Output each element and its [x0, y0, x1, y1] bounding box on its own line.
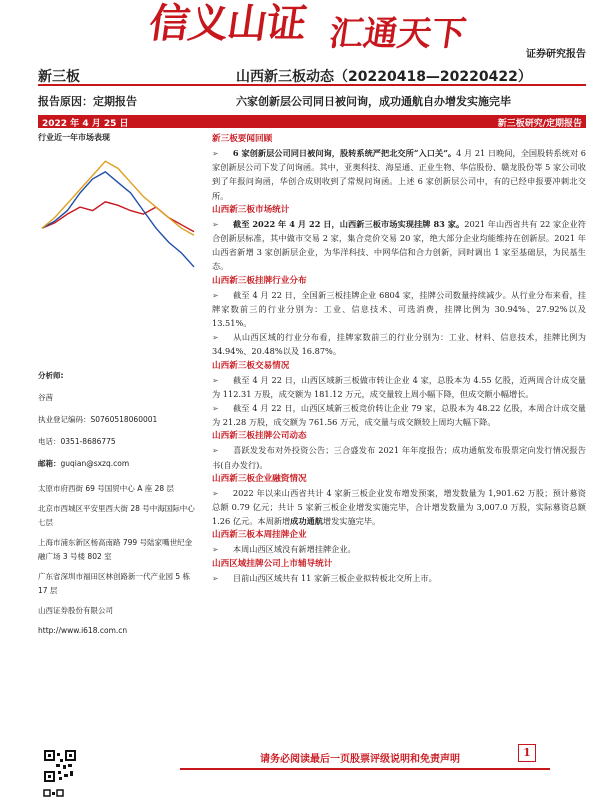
section-ipo-tutoring-title: 山西区域挂牌公司上市辅导统计: [212, 558, 333, 569]
footer-divider: [180, 768, 550, 770]
stats-paragraph: ➢ 截至 2022 年 4 月 22 日，山西新三板市场实现挂牌 83 家。2021 年山西省共有 22 家企业符合创新层标准，其中做市交易 2 家，集合竞价交易 20 家，绝大部分企业均能维持在创新层。2021 年山西省新增 3 家创新层企业，为华洋科技、中网华信和合力创新，同时调出 1 家至基础层，为民基生态。: [212, 218, 586, 272]
address-block: [38, 482, 198, 644]
header-row: [38, 64, 586, 86]
industry-paragraph-1: ➢ 截至 4 月 22 日，全国新三板挂牌企业 6804 家，挂牌公司数量持续减少。从行业分布来看，挂牌家数前三的行业分别为：工业、信息技术、可选消费，挂牌比例为 30.94%、27.92%以及 13.51%。: [212, 289, 586, 329]
footer: [0, 738, 600, 800]
small-qr-icon: [44, 790, 64, 800]
arrow-icon: ➢: [212, 289, 219, 300]
address-shenzhen: 广东省深圳市福田区林创路新一代产业园 5 栋 17 层: [38, 572, 191, 595]
arrow-icon: ➢: [212, 374, 219, 385]
industry-paragraph-2: ➢ 从山西区域的行业分布看，挂牌家数前三的行业分别为：工业、材料、信息技术，挂牌比例为 34.94%、20.48%以及 16.87%。: [212, 332, 586, 357]
address-shanghai: 上海市浦东新区杨高南路 799 号陆家嘴世纪金融广场 3 号楼 802 室: [38, 538, 193, 561]
report-title: 山西新三板动态（20220418—20220422）: [236, 69, 532, 85]
category: 新三板: [38, 69, 80, 85]
page-number: 1: [518, 744, 536, 762]
section-financing-title: 山西新三板企业融资情况: [212, 473, 307, 484]
trading-paragraph-2: ➢ 截至 4 月 22 日，山西区域新三板竞价转让企业 79 家，总股本为 48.22 亿股，本周合计成交量为 21.28 万股，成交额为 761.56 万元，成交量与成交额较上周均大幅下降。: [212, 403, 586, 428]
chart-line-series-gold: [42, 161, 194, 235]
arrow-icon: ➢: [212, 445, 219, 456]
arrow-icon: ➢: [212, 403, 219, 414]
qr-code-icon: [44, 750, 76, 782]
section-news-title: 新三板要闻回顾: [212, 134, 273, 144]
top-banner: [0, 0, 600, 60]
company-website[interactable]: http://www.i618.com.cn: [38, 626, 128, 635]
slogan-part1: 信义山证: [146, 0, 309, 47]
disclaimer-note: 请务必阅读最后一页股票评级说明和免责声明: [260, 754, 460, 765]
slogan-part2: 汇通天下: [326, 14, 469, 54]
arrow-icon: ➢: [212, 572, 219, 583]
report-type: 新三板研究/定期报告: [497, 119, 582, 129]
company-name: 山西证券股份有限公司: [38, 606, 113, 615]
analyst-email-row: [38, 458, 198, 470]
analyst-phone: 电话：0351-8686775: [38, 437, 116, 446]
address-beijing: 北京市西城区平安里西大街 28 号中海国际中心七层: [38, 504, 195, 527]
analyst-cert: 执业登记编码：S0760518060001: [38, 415, 158, 424]
ipo-tutoring-paragraph: ➢ 目前山西区域共有 11 家新三板企业拟转板北交所上市。: [212, 572, 437, 583]
arrow-icon: ➢: [212, 544, 219, 555]
analyst-email[interactable]: guqian@sxzq.com: [60, 459, 130, 468]
section-stats-title: 山西新三板市场统计: [212, 204, 290, 215]
chart-title: 行业近一年市场表现: [38, 133, 110, 142]
date-bar: [38, 115, 586, 128]
analyst-label: 分析师:: [38, 371, 64, 380]
report-reason: 报告原因：定期报告: [38, 95, 137, 108]
section-trading-title: 山西新三板交易情况: [212, 360, 290, 371]
subheader-row: [38, 93, 586, 113]
report-tag: 证券研究报告: [526, 49, 586, 60]
arrow-icon: ➢: [212, 332, 219, 343]
left-column: [38, 130, 198, 635]
section-industry-title: 山西新三板挂牌行业分布: [212, 275, 307, 286]
company-news-paragraph: ➢ 喜跃发发布对外投资公告；三合盛发布 2021 年年度报告；成功通航发布股票定向发行情况报告书(自办发行)。: [212, 445, 586, 470]
news-paragraph: ➢ 6 家创新层公司同日被问询，股转系统严把北交所“入口关”。4 月 21 日晚间，全国股转系统对 6 家创新层公司下发了问询函。其中，亚奥科技、海星通、正业生物、华信股份、赣龙股份等 5 家公司收到了年报问询函，华创合成则收到了常规问询函。上述 6 家创新层公司中，有的已经申报要冲刺北交所。: [212, 148, 587, 201]
analyst-block: [38, 370, 198, 480]
performance-chart: [38, 145, 198, 285]
arrow-icon: ➢: [212, 148, 219, 158]
section-new-listing-title: 山西新三板本周挂牌企业: [212, 530, 307, 541]
email-label: 邮箱：: [38, 459, 61, 468]
arrow-icon: ➢: [212, 487, 219, 498]
analyst-name: 谷茜: [38, 393, 53, 402]
main-column: [212, 132, 586, 585]
address-taiyuan: 太原市府西街 69 号国贸中心 A 座 28 层: [38, 484, 175, 493]
arrow-icon: ➢: [212, 218, 219, 229]
new-listing-paragraph: ➢ 本周山西区域没有新增挂牌企业。: [212, 544, 356, 555]
report-subtitle: 六家创新层公司同日被问询，成功通航自办增发实施完毕: [236, 95, 511, 108]
financing-paragraph: ➢ 2022 年以来山西省共计 4 家新三板企业发布增发预案，增发数量为 1,901.62 万股；预计募资总额 0.79 亿元；共计 5 家新三板企业增发实施完毕，合计增发数量为 3,007.0 万股，实际募资总额 1.26 亿元。本周新增成功通航增发实施完毕。: [212, 487, 586, 527]
trading-paragraph-1: ➢ 截至 4 月 22 日，山西区域新三板做市转让企业 4 家，总股本为 4.55 亿股，近两周合计成交量为 112.31 万股，成交额为 181.12 万元，成交量较上周小幅下降，但成交额小幅增长。: [212, 374, 586, 399]
report-date: 2022 年 4 月 25 日: [42, 119, 129, 129]
section-company-news-title: 山西新三板挂牌公司动态: [212, 431, 307, 442]
